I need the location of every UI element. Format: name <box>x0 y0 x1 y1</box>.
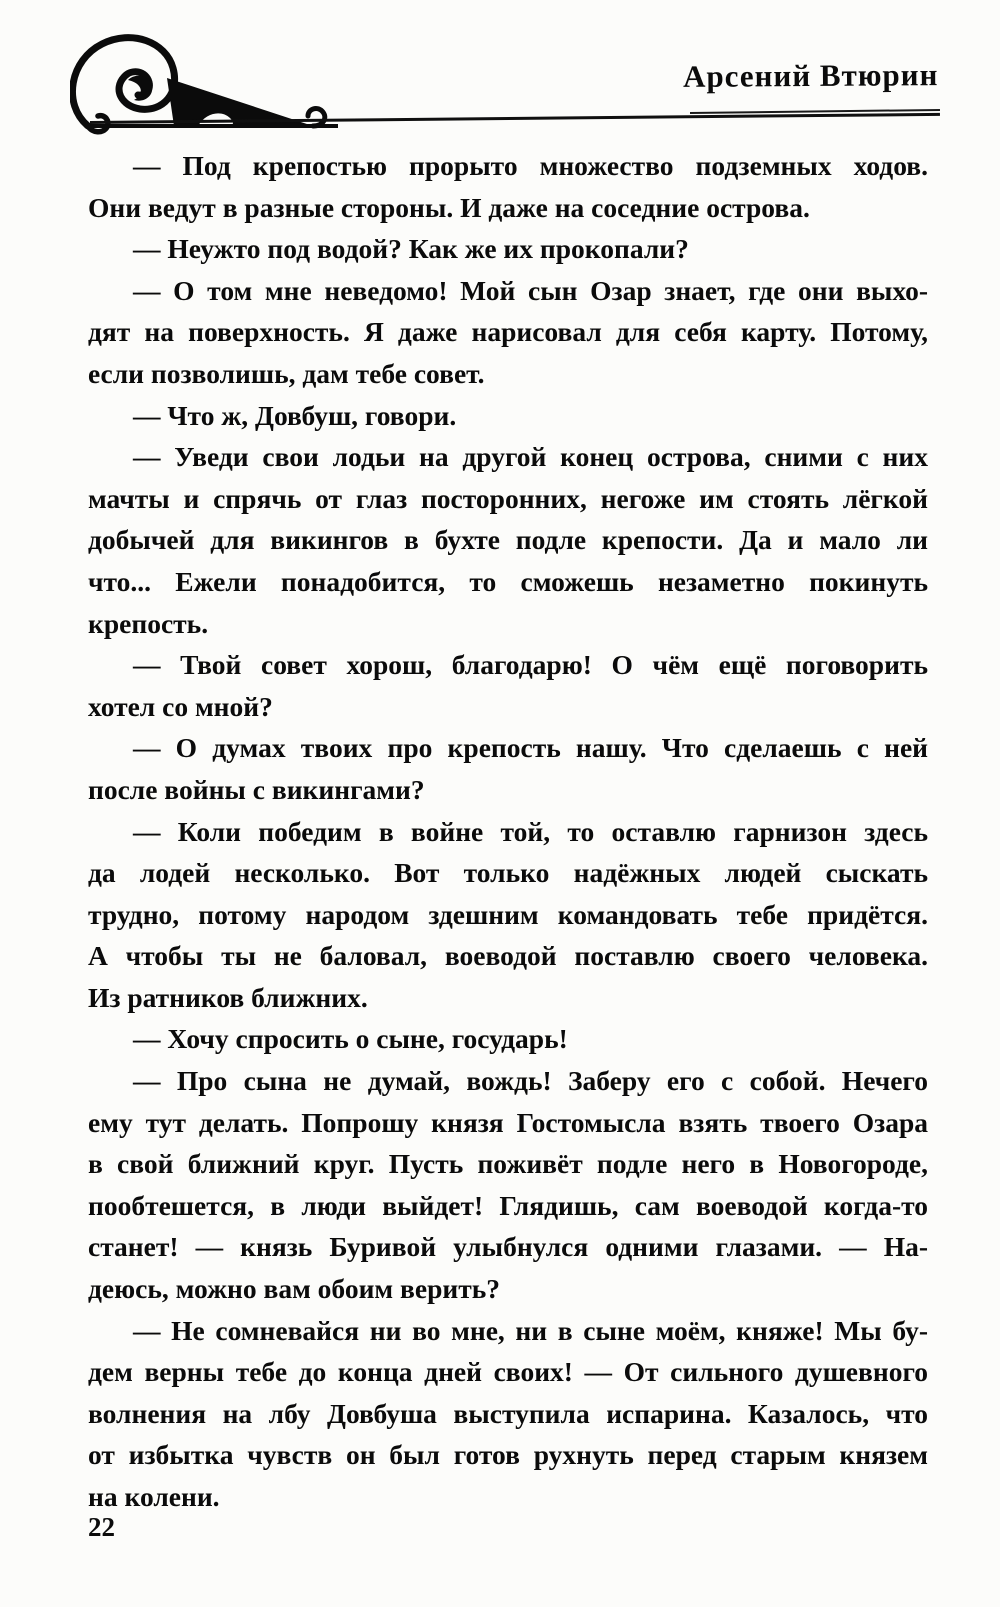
text-line: в свой ближний круг. Пусть поживёт подле него в Новогороде, <box>88 1148 928 1180</box>
text-line: Они ведут в разные стороны. И даже на соседние острова. <box>88 191 810 223</box>
text-line: — Уведи свои лодьи на другой конец острова, сними с них <box>133 441 928 473</box>
text-line: станет! — князь Буривой улыбнулся одними глазами. — На- <box>88 1231 928 1263</box>
text-line: хотел со мной? <box>88 690 273 722</box>
text-line: Из ратников ближних. <box>88 981 368 1013</box>
text-line: — О думах твоих про крепость нашу. Что сделаешь с ней <box>133 732 928 764</box>
text-line: дят на поверхность. Я даже нарисовал для себя карту. Потому, <box>88 316 928 348</box>
text-line: ему тут делать. Попрошу князя Гостомысла взять твоего Озара <box>88 1106 928 1138</box>
page-number: 22 <box>88 1512 115 1542</box>
text-line: — О том мне неведомо! Мой сын Озар знает, где они выхо- <box>133 274 928 306</box>
text-line: — Про сына не думай, вождь! Заберу его с собой. Нечего <box>133 1065 928 1097</box>
text-line: добычей для викингов в бухте подле крепости. Да и мало ли <box>88 524 928 556</box>
text-line: — Неужто под водой? Как же их прокопали? <box>133 233 689 265</box>
text-line: — Коли победим в войне той, то оставлю гарнизон здесь <box>133 815 928 847</box>
text-line: если позволишь, дам тебе совет. <box>88 357 485 389</box>
text-line: от избытка чувств он был готов рухнуть перед старым князем <box>88 1439 928 1471</box>
text-line: крепость. <box>88 607 209 639</box>
text-line: после войны с викингами? <box>88 773 425 805</box>
text-line: что... Ежели понадобится, то сможешь незаметно покинуть <box>88 565 928 597</box>
text-line: мачты и спрячь от глаз посторонних, негоже им стоять лёгкой <box>88 482 928 514</box>
text-line: — Под крепостью прорыто множество подземных ходов. <box>133 150 928 181</box>
text-line: деюсь, можно вам обоим верить? <box>88 1273 501 1305</box>
text-line: — Хочу спросить о сыне, государь! <box>133 1023 568 1055</box>
text-line: да лодей несколько. Вот только надёжных людей сыскать <box>88 857 928 889</box>
text-line: волнения на лбу Довбуша выступила испарина. Казалось, что <box>88 1397 928 1429</box>
text-line: на колени. <box>88 1481 220 1512</box>
text-line: — Не сомневайся ни во мне, ни в сыне моём, княже! Мы бу- <box>133 1314 928 1346</box>
text-line: — Твой совет хорош, благодарю! О чём ещё поговорить <box>133 649 928 681</box>
text-line: трудно, потому народом здешним командовать тебе придётся. <box>88 898 928 930</box>
author-name: Арсений Втюрин <box>682 57 939 94</box>
text-line: — Что ж, Довбуш, говори. <box>133 399 457 431</box>
body-text <box>88 145 928 1518</box>
text-line: дем верны тебе до конца дней своих! — От сильного душевного <box>88 1356 928 1388</box>
text-line: пообтешется, в люди выйдет! Глядишь, сам воеводой когда-то <box>88 1189 928 1221</box>
text-line: А чтобы ты не баловал, воеводой поставлю своего человека. <box>88 940 928 972</box>
